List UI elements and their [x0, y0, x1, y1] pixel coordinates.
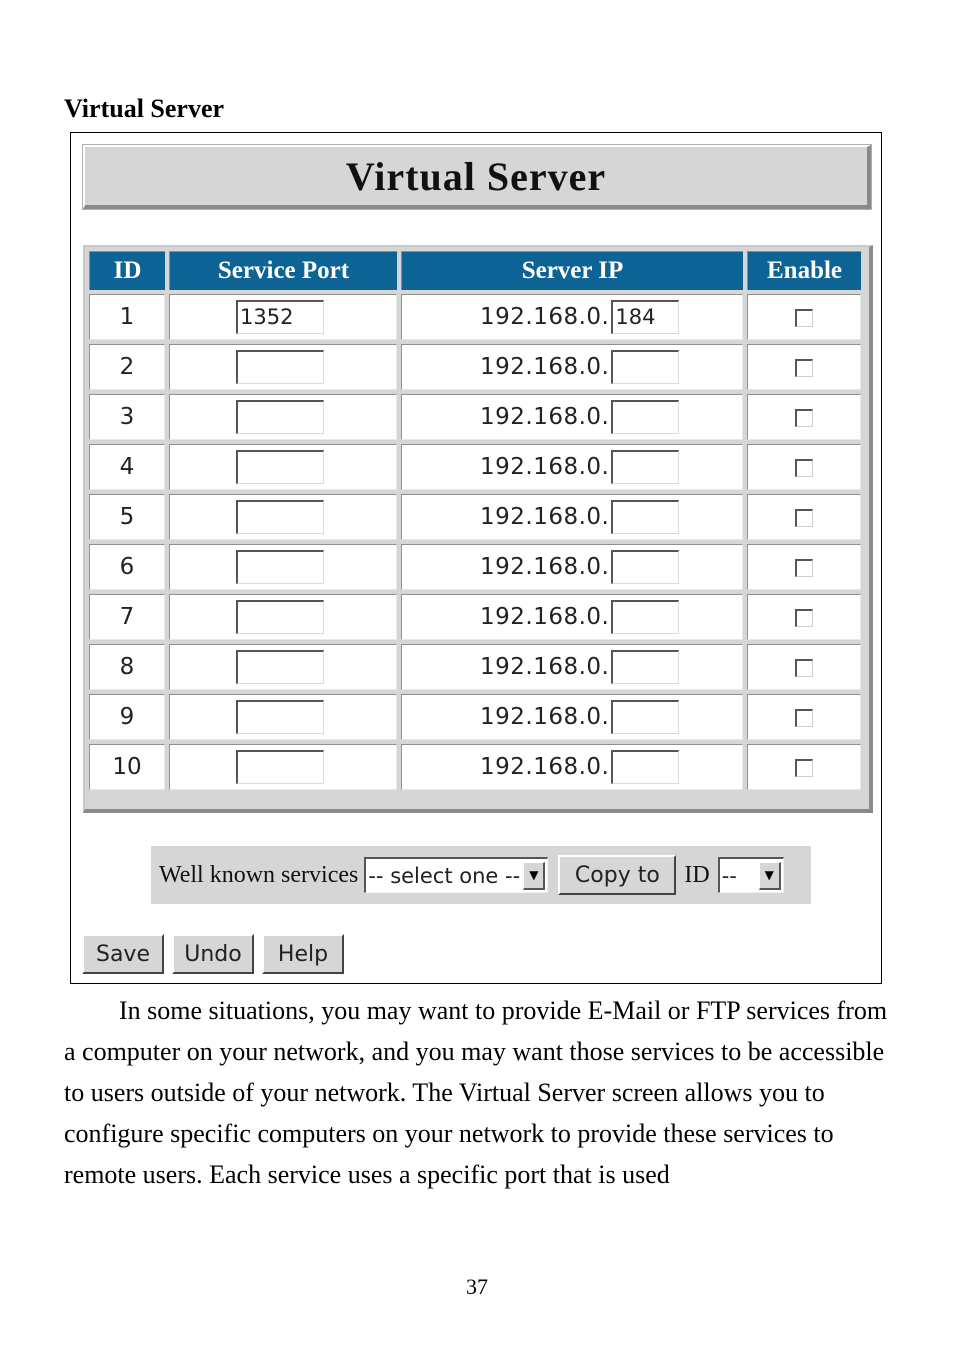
- table-row: [89, 344, 861, 390]
- header-id: ID: [89, 251, 165, 290]
- service-port-cell: [169, 294, 397, 340]
- server-ip-input[interactable]: [611, 700, 679, 734]
- server-ip-prefix: 192.168.0.: [480, 304, 610, 330]
- copy-id-select[interactable]: [718, 857, 784, 893]
- server-ip-input[interactable]: [611, 350, 679, 384]
- row-id: 1: [89, 294, 165, 340]
- id-select-value: --: [721, 863, 737, 888]
- service-port-cell: [169, 644, 397, 690]
- header-server-ip: Server IP: [401, 251, 743, 290]
- row-id: 8: [89, 644, 165, 690]
- undo-button[interactable]: Undo: [172, 934, 254, 974]
- chevron-down-icon[interactable]: ▼: [523, 862, 545, 890]
- service-select-value: -- select one --: [368, 863, 521, 888]
- server-ip-input[interactable]: [611, 600, 679, 634]
- service-port-input[interactable]: 1352: [236, 300, 324, 334]
- server-ip-input[interactable]: [611, 650, 679, 684]
- virtual-server-screen: [70, 132, 882, 984]
- table-row: [89, 594, 861, 640]
- row-id: 3: [89, 394, 165, 440]
- table-row: [89, 444, 861, 490]
- service-port-cell: [169, 444, 397, 490]
- table-row: [89, 394, 861, 440]
- header-service-port: Service Port: [169, 251, 397, 290]
- server-ip-cell: [401, 644, 743, 690]
- service-port-input[interactable]: [236, 550, 324, 584]
- server-ip-input[interactable]: [611, 400, 679, 434]
- enable-cell: [747, 344, 861, 390]
- service-port-input[interactable]: [236, 350, 324, 384]
- title-banner: [83, 145, 871, 209]
- server-ip-input[interactable]: [611, 750, 679, 784]
- enable-checkbox[interactable]: [795, 709, 813, 727]
- enable-cell: [747, 394, 861, 440]
- well-known-services-bar: [151, 846, 811, 904]
- server-ip-prefix: 192.168.0.: [480, 404, 610, 430]
- enable-checkbox[interactable]: [795, 409, 813, 427]
- server-ip-cell: [401, 594, 743, 640]
- enable-cell: [747, 644, 861, 690]
- server-ip-prefix: 192.168.0.: [480, 704, 610, 730]
- server-ip-cell: [401, 544, 743, 590]
- table-row: [89, 644, 861, 690]
- enable-cell: [747, 594, 861, 640]
- enable-checkbox[interactable]: [795, 309, 813, 327]
- enable-checkbox[interactable]: [795, 559, 813, 577]
- service-port-cell: [169, 594, 397, 640]
- service-port-input[interactable]: [236, 400, 324, 434]
- server-ip-prefix: 192.168.0.: [480, 654, 610, 680]
- server-ip-input[interactable]: [611, 450, 679, 484]
- service-port-input[interactable]: [236, 700, 324, 734]
- enable-checkbox[interactable]: [795, 759, 813, 777]
- server-ip-prefix: 192.168.0.: [480, 504, 610, 530]
- server-ip-prefix: 192.168.0.: [480, 354, 610, 380]
- enable-cell: [747, 294, 861, 340]
- enable-checkbox[interactable]: [795, 359, 813, 377]
- service-port-cell: [169, 694, 397, 740]
- table-row: [89, 694, 861, 740]
- table-row: [89, 744, 861, 790]
- table-body: [89, 294, 861, 790]
- help-button[interactable]: Help: [262, 934, 344, 974]
- row-id: 9: [89, 694, 165, 740]
- service-port-input[interactable]: [236, 450, 324, 484]
- server-ip-input[interactable]: [611, 500, 679, 534]
- service-port-input[interactable]: [236, 650, 324, 684]
- enable-checkbox[interactable]: [795, 659, 813, 677]
- section-heading: Virtual Server: [64, 94, 225, 123]
- enable-cell: [747, 494, 861, 540]
- row-id: 7: [89, 594, 165, 640]
- server-ip-prefix: 192.168.0.: [480, 454, 610, 480]
- enable-checkbox[interactable]: [795, 459, 813, 477]
- service-port-input[interactable]: [236, 500, 324, 534]
- server-ip-input[interactable]: 184: [611, 300, 679, 334]
- screen-title: Virtual Server: [345, 153, 607, 199]
- server-ip-input[interactable]: [611, 550, 679, 584]
- enable-cell: [747, 694, 861, 740]
- server-ip-cell: [401, 694, 743, 740]
- row-id: 10: [89, 744, 165, 790]
- header-enable: Enable: [747, 251, 861, 290]
- row-id: 2: [89, 344, 165, 390]
- enable-cell: [747, 744, 861, 790]
- copy-to-button[interactable]: Copy to: [558, 855, 676, 895]
- service-port-cell: [169, 544, 397, 590]
- service-port-cell: [169, 394, 397, 440]
- table-row: [89, 544, 861, 590]
- service-port-cell: [169, 744, 397, 790]
- server-ip-prefix: 192.168.0.: [480, 754, 610, 780]
- row-id: 6: [89, 544, 165, 590]
- server-ip-prefix: 192.168.0.: [480, 604, 610, 630]
- service-port-cell: [169, 494, 397, 540]
- server-ip-prefix: 192.168.0.: [480, 554, 610, 580]
- enable-cell: [747, 544, 861, 590]
- service-port-input[interactable]: [236, 750, 324, 784]
- virtual-server-table: [85, 247, 865, 794]
- enable-checkbox[interactable]: [795, 609, 813, 627]
- server-ip-cell: [401, 344, 743, 390]
- server-ip-cell: [401, 394, 743, 440]
- service-port-cell: [169, 344, 397, 390]
- chevron-down-icon[interactable]: ▼: [759, 862, 781, 890]
- page-number: 37: [466, 1274, 488, 1299]
- enable-cell: [747, 444, 861, 490]
- table-row: [89, 494, 861, 540]
- virtual-server-table-panel: [83, 245, 873, 813]
- server-ip-cell: [401, 294, 743, 340]
- table-row: [89, 294, 861, 340]
- copy-id-label: ID: [684, 861, 710, 888]
- server-ip-cell: [401, 494, 743, 540]
- table-header-row: [89, 251, 861, 290]
- well-known-services-label: Well known services: [159, 861, 359, 888]
- service-port-input[interactable]: [236, 600, 324, 634]
- row-id: 4: [89, 444, 165, 490]
- enable-checkbox[interactable]: [795, 509, 813, 527]
- row-id: 5: [89, 494, 165, 540]
- server-ip-cell: [401, 744, 743, 790]
- server-ip-cell: [401, 444, 743, 490]
- well-known-services-select[interactable]: [364, 857, 548, 893]
- paragraph-text: In some situations, you may want to provide E-Mail or FTP services from a computer on your network, and you may want those services to be accessible to users outside of your network. The Virtual Server screen allows you to configure specific computers on your network to provide these services to remote users. Each service uses a specific port that is used: [64, 996, 888, 1189]
- body-paragraph: [64, 990, 894, 1195]
- action-buttons: [82, 934, 344, 974]
- save-button[interactable]: Save: [82, 934, 164, 974]
